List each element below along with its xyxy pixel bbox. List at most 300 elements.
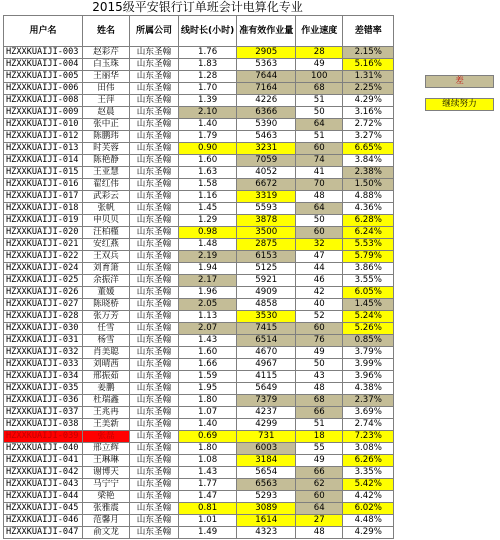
cell-name[interactable]: 任雪 [83, 323, 130, 335]
cell-name[interactable]: 王亚慧 [83, 167, 130, 179]
cell-speed[interactable]: 48 [296, 527, 343, 539]
cell-duration[interactable]: 1.60 [179, 155, 237, 167]
cell-name[interactable]: 邢振茹 [83, 371, 130, 383]
header-error[interactable]: 差错率 [343, 16, 394, 47]
cell-duration[interactable]: 1.66 [179, 359, 237, 371]
cell-company[interactable]: 山东圣翰 [130, 275, 179, 287]
cell-error[interactable]: 6.05% [343, 287, 394, 299]
cell-error[interactable]: 5.79% [343, 251, 394, 263]
cell-company[interactable]: 山东圣翰 [130, 143, 179, 155]
cell-speed[interactable]: 64 [296, 503, 343, 515]
cell-effective[interactable]: 6003 [237, 443, 296, 455]
cell-duration[interactable]: 1.58 [179, 179, 237, 191]
cell-company[interactable]: 山东圣翰 [130, 359, 179, 371]
cell-effective[interactable]: 5363 [237, 59, 296, 71]
cell-error[interactable]: 4.29% [343, 527, 394, 539]
cell-name[interactable]: 汪柏槿 [83, 227, 130, 239]
header-duration[interactable]: 线时长(小时) [179, 16, 237, 47]
cell-speed[interactable]: 60 [296, 227, 343, 239]
cell-effective[interactable]: 2905 [237, 47, 296, 59]
cell-user[interactable]: HZXXKUAIJI-043 [4, 479, 83, 491]
cell-effective[interactable]: 7415 [237, 323, 296, 335]
cell-speed[interactable]: 49 [296, 59, 343, 71]
cell-speed[interactable]: 51 [296, 419, 343, 431]
cell-company[interactable]: 山东圣翰 [130, 443, 179, 455]
cell-speed[interactable]: 40 [296, 299, 343, 311]
cell-error[interactable]: 5.24% [343, 311, 394, 323]
cell-duration[interactable]: 1.07 [179, 407, 237, 419]
cell-speed[interactable]: 32 [296, 239, 343, 251]
cell-name[interactable]: 董媛 [83, 287, 130, 299]
cell-user[interactable]: HZXXKUAIJI-014 [4, 155, 83, 167]
table-row [4, 215, 394, 227]
cell-duration[interactable]: 1.16 [179, 191, 237, 203]
cell-user[interactable]: HZXXKUAIJI-044 [4, 491, 83, 503]
cell-company[interactable]: 山东圣翰 [130, 479, 179, 491]
cell-speed[interactable]: 28 [296, 47, 343, 59]
cell-speed[interactable]: 64 [296, 203, 343, 215]
cell-error[interactable]: 1.31% [343, 71, 394, 83]
cell-duration[interactable]: 0.90 [179, 143, 237, 155]
cell-speed[interactable]: 18 [296, 431, 343, 443]
cell-error[interactable]: 3.35% [343, 467, 394, 479]
cell-name[interactable]: 王萍 [83, 95, 130, 107]
cell-user[interactable]: HZXXKUAIJI-027 [4, 299, 83, 311]
cell-effective[interactable]: 4858 [237, 299, 296, 311]
cell-error[interactable]: 5.42% [343, 479, 394, 491]
cell-name[interactable]: 王美新 [83, 419, 130, 431]
cell-user[interactable]: HZXXKUAIJI-013 [4, 143, 83, 155]
cell-user[interactable]: HZXXKUAIJI-012 [4, 131, 83, 143]
cell-duration[interactable]: 2.05 [179, 299, 237, 311]
cell-name[interactable]: 白玉珠 [83, 59, 130, 71]
cell-speed[interactable]: 50 [296, 107, 343, 119]
cell-company[interactable]: 山东圣翰 [130, 191, 179, 203]
cell-duration[interactable]: 1.39 [179, 95, 237, 107]
cell-error[interactable]: 1.45% [343, 299, 394, 311]
cell-error[interactable]: 3.99% [343, 359, 394, 371]
cell-duration[interactable]: 1.83 [179, 59, 237, 71]
cell-company[interactable]: 山东圣翰 [130, 251, 179, 263]
cell-name[interactable]: 肖美聪 [83, 347, 130, 359]
cell-speed[interactable]: 62 [296, 479, 343, 491]
header-effective[interactable]: 准有效作业量 [237, 16, 296, 47]
cell-speed[interactable]: 60 [296, 491, 343, 503]
cell-company[interactable]: 山东圣翰 [130, 95, 179, 107]
cell-speed[interactable]: 60 [296, 143, 343, 155]
cell-effective[interactable]: 5921 [237, 275, 296, 287]
cell-user[interactable]: HZXXKUAIJI-025 [4, 275, 83, 287]
cell-company[interactable]: 山东圣翰 [130, 311, 179, 323]
cell-error[interactable]: 3.08% [343, 443, 394, 455]
cell-name[interactable]: 张雅震 [83, 503, 130, 515]
cell-name[interactable]: 赵晨 [83, 107, 130, 119]
cell-error[interactable]: 3.27% [343, 131, 394, 143]
cell-speed[interactable]: 47 [296, 251, 343, 263]
cell-duration[interactable]: 1.96 [179, 287, 237, 299]
cell-effective[interactable]: 4323 [237, 527, 296, 539]
cell-effective[interactable]: 4052 [237, 167, 296, 179]
cell-speed[interactable]: 66 [296, 407, 343, 419]
cell-company[interactable]: 山东圣翰 [130, 227, 179, 239]
cell-company[interactable]: 山东圣翰 [130, 239, 179, 251]
header-name[interactable]: 姓名 [83, 16, 130, 47]
cell-speed[interactable]: 66 [296, 467, 343, 479]
cell-company[interactable]: 山东圣翰 [130, 371, 179, 383]
cell-speed[interactable]: 64 [296, 119, 343, 131]
cell-duration[interactable]: 1.08 [179, 455, 237, 467]
cell-effective[interactable]: 4115 [237, 371, 296, 383]
cell-effective[interactable]: 4226 [237, 95, 296, 107]
cell-user[interactable]: HZXXKUAIJI-045 [4, 503, 83, 515]
cell-name[interactable]: 俞文龙 [83, 527, 130, 539]
cell-user[interactable]: HZXXKUAIJI-015 [4, 167, 83, 179]
cell-effective[interactable]: 4237 [237, 407, 296, 419]
cell-company[interactable]: 山东圣翰 [130, 131, 179, 143]
cell-error[interactable]: 3.79% [343, 347, 394, 359]
header-user[interactable]: 用户名 [4, 16, 83, 47]
cell-name[interactable]: 杨雪 [83, 335, 130, 347]
cell-user[interactable]: HZXXKUAIJI-042 [4, 467, 83, 479]
cell-company[interactable]: 山东圣翰 [130, 527, 179, 539]
cell-speed[interactable]: 48 [296, 191, 343, 203]
cell-duration[interactable]: 1.43 [179, 467, 237, 479]
cell-name[interactable]: 王兆冉 [83, 407, 130, 419]
cell-user[interactable]: HZXXKUAIJI-034 [4, 371, 83, 383]
cell-error[interactable]: 1.50% [343, 179, 394, 191]
cell-name[interactable]: 梁艳 [83, 491, 130, 503]
cell-speed[interactable]: 60 [296, 323, 343, 335]
cell-user[interactable]: HZXXKUAIJI-021 [4, 239, 83, 251]
cell-error[interactable]: 3.84% [343, 155, 394, 167]
cell-name[interactable]: 张万芳 [83, 311, 130, 323]
cell-company[interactable]: 山东圣翰 [130, 323, 179, 335]
cell-name[interactable]: 王双兵 [83, 251, 130, 263]
cell-company[interactable]: 山东圣翰 [130, 515, 179, 527]
cell-duration[interactable]: 1.43 [179, 335, 237, 347]
cell-user[interactable]: HZXXKUAIJI-008 [4, 95, 83, 107]
cell-name[interactable]: 陈艳静 [83, 155, 130, 167]
cell-speed[interactable]: 50 [296, 215, 343, 227]
cell-user[interactable]: HZXXKUAIJI-026 [4, 287, 83, 299]
cell-company[interactable]: 山东圣翰 [130, 503, 179, 515]
cell-name[interactable]: 王丽华 [83, 71, 130, 83]
cell-error[interactable]: 6.24% [343, 227, 394, 239]
cell-speed[interactable]: 43 [296, 371, 343, 383]
cell-duration[interactable]: 1.40 [179, 119, 237, 131]
cell-speed[interactable]: 44 [296, 263, 343, 275]
legend-poor[interactable]: 差 [425, 75, 494, 88]
cell-speed[interactable]: 27 [296, 515, 343, 527]
cell-error[interactable]: 5.53% [343, 239, 394, 251]
cell-effective[interactable]: 7059 [237, 155, 296, 167]
cell-effective[interactable]: 6514 [237, 335, 296, 347]
header-company[interactable]: 所属公司 [130, 16, 179, 47]
cell-duration[interactable]: 1.45 [179, 203, 237, 215]
cell-user[interactable]: HZXXKUAIJI-009 [4, 107, 83, 119]
cell-duration[interactable]: 1.49 [179, 527, 237, 539]
cell-company[interactable]: 山东圣翰 [130, 179, 179, 191]
cell-duration[interactable]: 1.80 [179, 443, 237, 455]
cell-error[interactable]: 6.02% [343, 503, 394, 515]
legend-keep-trying[interactable]: 继续努力 [425, 98, 494, 111]
cell-name[interactable]: 邢立辉 [83, 443, 130, 455]
cell-error[interactable]: 4.36% [343, 203, 394, 215]
cell-effective[interactable]: 4909 [237, 287, 296, 299]
cell-duration[interactable]: 1.80 [179, 395, 237, 407]
cell-error[interactable]: 7.23% [343, 431, 394, 443]
cell-company[interactable]: 山东圣翰 [130, 47, 179, 59]
cell-name[interactable]: 杜瑞鑫 [83, 395, 130, 407]
cell-error[interactable]: 6.28% [343, 215, 394, 227]
cell-name[interactable]: 张帆 [83, 203, 130, 215]
cell-name[interactable]: 刘晴茜 [83, 359, 130, 371]
cell-user[interactable]: HZXXKUAIJI-018 [4, 203, 83, 215]
cell-company[interactable]: 山东圣翰 [130, 203, 179, 215]
table-row [4, 503, 394, 515]
cell-company[interactable]: 山东圣翰 [130, 155, 179, 167]
cell-user[interactable]: HZXXKUAIJI-016 [4, 179, 83, 191]
cell-effective[interactable]: 5463 [237, 131, 296, 143]
cell-user[interactable]: HZXXKUAIJI-004 [4, 59, 83, 71]
cell-user[interactable]: HZXXKUAIJI-019 [4, 215, 83, 227]
cell-error[interactable]: 4.42% [343, 491, 394, 503]
cell-user[interactable]: HZXXKUAIJI-006 [4, 83, 83, 95]
cell-company[interactable]: 山东圣翰 [130, 383, 179, 395]
cell-company[interactable]: 山东圣翰 [130, 215, 179, 227]
cell-effective[interactable]: 3184 [237, 455, 296, 467]
cell-user[interactable]: HZXXKUAIJI-047 [4, 527, 83, 539]
cell-company[interactable]: 山东圣翰 [130, 299, 179, 311]
cell-effective[interactable]: 6153 [237, 251, 296, 263]
cell-duration[interactable]: 1.01 [179, 515, 237, 527]
cell-effective[interactable]: 2875 [237, 239, 296, 251]
cell-company[interactable]: 山东圣翰 [130, 335, 179, 347]
cell-company[interactable]: 山东圣翰 [130, 263, 179, 275]
cell-effective[interactable]: 1614 [237, 515, 296, 527]
cell-company[interactable]: 山东圣翰 [130, 431, 179, 443]
cell-speed[interactable]: 41 [296, 167, 343, 179]
cell-user[interactable]: HZXXKUAIJI-017 [4, 191, 83, 203]
cell-user[interactable]: HZXXKUAIJI-037 [4, 407, 83, 419]
cell-effective[interactable]: 731 [237, 431, 296, 443]
cell-user[interactable]: HZXXKUAIJI-031 [4, 335, 83, 347]
cell-effective[interactable]: 5125 [237, 263, 296, 275]
cell-error[interactable]: 4.38% [343, 383, 394, 395]
cell-effective[interactable]: 4967 [237, 359, 296, 371]
cell-duration[interactable]: 1.40 [179, 419, 237, 431]
header-speed[interactable]: 作业速度 [296, 16, 343, 47]
cell-duration[interactable]: 1.76 [179, 47, 237, 59]
cell-effective[interactable]: 5593 [237, 203, 296, 215]
cell-duration[interactable]: 1.47 [179, 491, 237, 503]
cell-effective[interactable]: 5654 [237, 467, 296, 479]
cell-effective[interactable]: 6366 [237, 107, 296, 119]
cell-company[interactable]: 山东圣翰 [130, 395, 179, 407]
cell-name[interactable]: 余振洋 [83, 275, 130, 287]
cell-company[interactable]: 山东圣翰 [130, 455, 179, 467]
cell-effective[interactable]: 3319 [237, 191, 296, 203]
cell-duration[interactable]: 1.48 [179, 239, 237, 251]
cell-error[interactable]: 2.74% [343, 419, 394, 431]
cell-effective[interactable]: 5390 [237, 119, 296, 131]
cell-error[interactable]: 4.88% [343, 191, 394, 203]
cell-duration[interactable]: 1.95 [179, 383, 237, 395]
cell-name[interactable]: 安红燕 [83, 239, 130, 251]
cell-effective[interactable]: 3500 [237, 227, 296, 239]
cell-duration[interactable]: 1.29 [179, 215, 237, 227]
cell-duration[interactable]: 1.28 [179, 71, 237, 83]
cell-name[interactable]: 翟红伟 [83, 179, 130, 191]
cell-name[interactable]: 陈鹏玮 [83, 131, 130, 143]
cell-name[interactable]: 张磊 [83, 431, 130, 443]
cell-company[interactable]: 山东圣翰 [130, 467, 179, 479]
cell-user[interactable]: HZXXKUAIJI-020 [4, 227, 83, 239]
cell-user[interactable]: HZXXKUAIJI-035 [4, 383, 83, 395]
cell-speed[interactable]: 52 [296, 311, 343, 323]
cell-error[interactable]: 5.26% [343, 323, 394, 335]
cell-error[interactable]: 6.65% [343, 143, 394, 155]
cell-speed[interactable]: 68 [296, 83, 343, 95]
cell-error[interactable]: 5.16% [343, 59, 394, 71]
cell-user[interactable]: HZXXKUAIJI-028 [4, 311, 83, 323]
cell-user[interactable]: HZXXKUAIJI-022 [4, 251, 83, 263]
cell-effective[interactable]: 7644 [237, 71, 296, 83]
cell-user[interactable]: HZXXKUAIJI-033 [4, 359, 83, 371]
cell-error[interactable]: 6.26% [343, 455, 394, 467]
cell-speed[interactable]: 42 [296, 287, 343, 299]
cell-effective[interactable]: 5649 [237, 383, 296, 395]
cell-speed[interactable]: 49 [296, 455, 343, 467]
cell-name[interactable]: 申贝贝 [83, 215, 130, 227]
cell-duration[interactable]: 2.07 [179, 323, 237, 335]
cell-name[interactable]: 王琳琳 [83, 455, 130, 467]
cell-speed[interactable]: 46 [296, 275, 343, 287]
cell-company[interactable]: 山东圣翰 [130, 347, 179, 359]
cell-name[interactable]: 时芙蓉 [83, 143, 130, 155]
cell-name[interactable]: 武彩云 [83, 191, 130, 203]
cell-error[interactable]: 4.29% [343, 95, 394, 107]
cell-company[interactable]: 山东圣翰 [130, 59, 179, 71]
cell-user[interactable]: HZXXKUAIJI-030 [4, 323, 83, 335]
cell-effective[interactable]: 6672 [237, 179, 296, 191]
cell-company[interactable]: 山东圣翰 [130, 407, 179, 419]
cell-name[interactable]: 刘育箫 [83, 263, 130, 275]
cell-error[interactable]: 3.16% [343, 107, 394, 119]
cell-company[interactable]: 山东圣翰 [130, 119, 179, 131]
cell-effective[interactable]: 4670 [237, 347, 296, 359]
cell-duration[interactable]: 1.79 [179, 131, 237, 143]
cell-user[interactable]: HZXXKUAIJI-024 [4, 263, 83, 275]
cell-speed[interactable]: 100 [296, 71, 343, 83]
cell-user[interactable]: HZXXKUAIJI-038 [4, 419, 83, 431]
cell-error[interactable]: 3.86% [343, 263, 394, 275]
cell-effective[interactable]: 3530 [237, 311, 296, 323]
cell-duration[interactable]: 1.94 [179, 263, 237, 275]
cell-effective[interactable]: 3089 [237, 503, 296, 515]
cell-speed[interactable]: 76 [296, 335, 343, 347]
cell-duration[interactable]: 2.19 [179, 251, 237, 263]
cell-duration[interactable]: 1.77 [179, 479, 237, 491]
cell-company[interactable]: 山东圣翰 [130, 491, 179, 503]
cell-name[interactable]: 谢博天 [83, 467, 130, 479]
cell-company[interactable]: 山东圣翰 [130, 71, 179, 83]
cell-effective[interactable]: 3878 [237, 215, 296, 227]
cell-effective[interactable]: 4299 [237, 419, 296, 431]
cell-error[interactable]: 2.38% [343, 167, 394, 179]
cell-duration[interactable]: 1.60 [179, 347, 237, 359]
cell-duration[interactable]: 2.17 [179, 275, 237, 287]
cell-duration[interactable]: 0.98 [179, 227, 237, 239]
cell-error[interactable]: 2.15% [343, 47, 394, 59]
cell-user[interactable]: HZXXKUAIJI-032 [4, 347, 83, 359]
cell-error[interactable]: 2.72% [343, 119, 394, 131]
cell-name[interactable]: 马宁宁 [83, 479, 130, 491]
cell-user[interactable]: HZXXKUAIJI-046 [4, 515, 83, 527]
cell-user[interactable]: HZXXKUAIJI-041 [4, 455, 83, 467]
cell-duration[interactable]: 1.59 [179, 371, 237, 383]
cell-company[interactable]: 山东圣翰 [130, 419, 179, 431]
cell-user[interactable]: HZXXKUAIJI-003 [4, 47, 83, 59]
cell-speed[interactable]: 50 [296, 359, 343, 371]
cell-duration[interactable]: 1.70 [179, 83, 237, 95]
cell-effective[interactable]: 7379 [237, 395, 296, 407]
cell-effective[interactable]: 5293 [237, 491, 296, 503]
cell-effective[interactable]: 3231 [237, 143, 296, 155]
cell-user[interactable]: HZXXKUAIJI-010 [4, 119, 83, 131]
cell-duration[interactable]: 0.81 [179, 503, 237, 515]
cell-speed[interactable]: 68 [296, 395, 343, 407]
cell-company[interactable]: 山东圣翰 [130, 107, 179, 119]
cell-name[interactable]: 张中正 [83, 119, 130, 131]
cell-company[interactable]: 山东圣翰 [130, 83, 179, 95]
cell-duration[interactable]: 2.10 [179, 107, 237, 119]
cell-duration[interactable]: 1.63 [179, 167, 237, 179]
cell-duration[interactable]: 1.13 [179, 311, 237, 323]
cell-user[interactable]: HZXXKUAIJI-036 [4, 395, 83, 407]
cell-speed[interactable]: 74 [296, 155, 343, 167]
cell-user[interactable]: HZXXKUAIJI-005 [4, 71, 83, 83]
cell-error[interactable]: 3.69% [343, 407, 394, 419]
cell-company[interactable]: 山东圣翰 [130, 287, 179, 299]
cell-user[interactable]: HZXXKUAIJI-039 [4, 431, 83, 443]
cell-error[interactable]: 3.96% [343, 371, 394, 383]
cell-name[interactable]: 姜鹏 [83, 383, 130, 395]
cell-speed[interactable]: 70 [296, 179, 343, 191]
cell-effective[interactable]: 7164 [237, 83, 296, 95]
cell-name[interactable]: 赵彩芹 [83, 47, 130, 59]
cell-duration[interactable]: 0.69 [179, 431, 237, 443]
cell-user[interactable]: HZXXKUAIJI-040 [4, 443, 83, 455]
cell-error[interactable]: 2.37% [343, 395, 394, 407]
cell-error[interactable]: 0.85% [343, 335, 394, 347]
cell-error[interactable]: 3.55% [343, 275, 394, 287]
cell-error[interactable]: 4.48% [343, 515, 394, 527]
table-row [4, 71, 394, 83]
cell-speed[interactable]: 48 [296, 383, 343, 395]
cell-name[interactable]: 范馨月 [83, 515, 130, 527]
cell-speed[interactable]: 51 [296, 131, 343, 143]
cell-error[interactable]: 2.25% [343, 83, 394, 95]
cell-speed[interactable]: 55 [296, 443, 343, 455]
cell-name[interactable]: 田伟 [83, 83, 130, 95]
table-row [4, 419, 394, 431]
cell-name[interactable]: 陈晓桥 [83, 299, 130, 311]
cell-company[interactable]: 山东圣翰 [130, 167, 179, 179]
cell-speed[interactable]: 51 [296, 95, 343, 107]
cell-effective[interactable]: 6563 [237, 479, 296, 491]
cell-speed[interactable]: 49 [296, 347, 343, 359]
